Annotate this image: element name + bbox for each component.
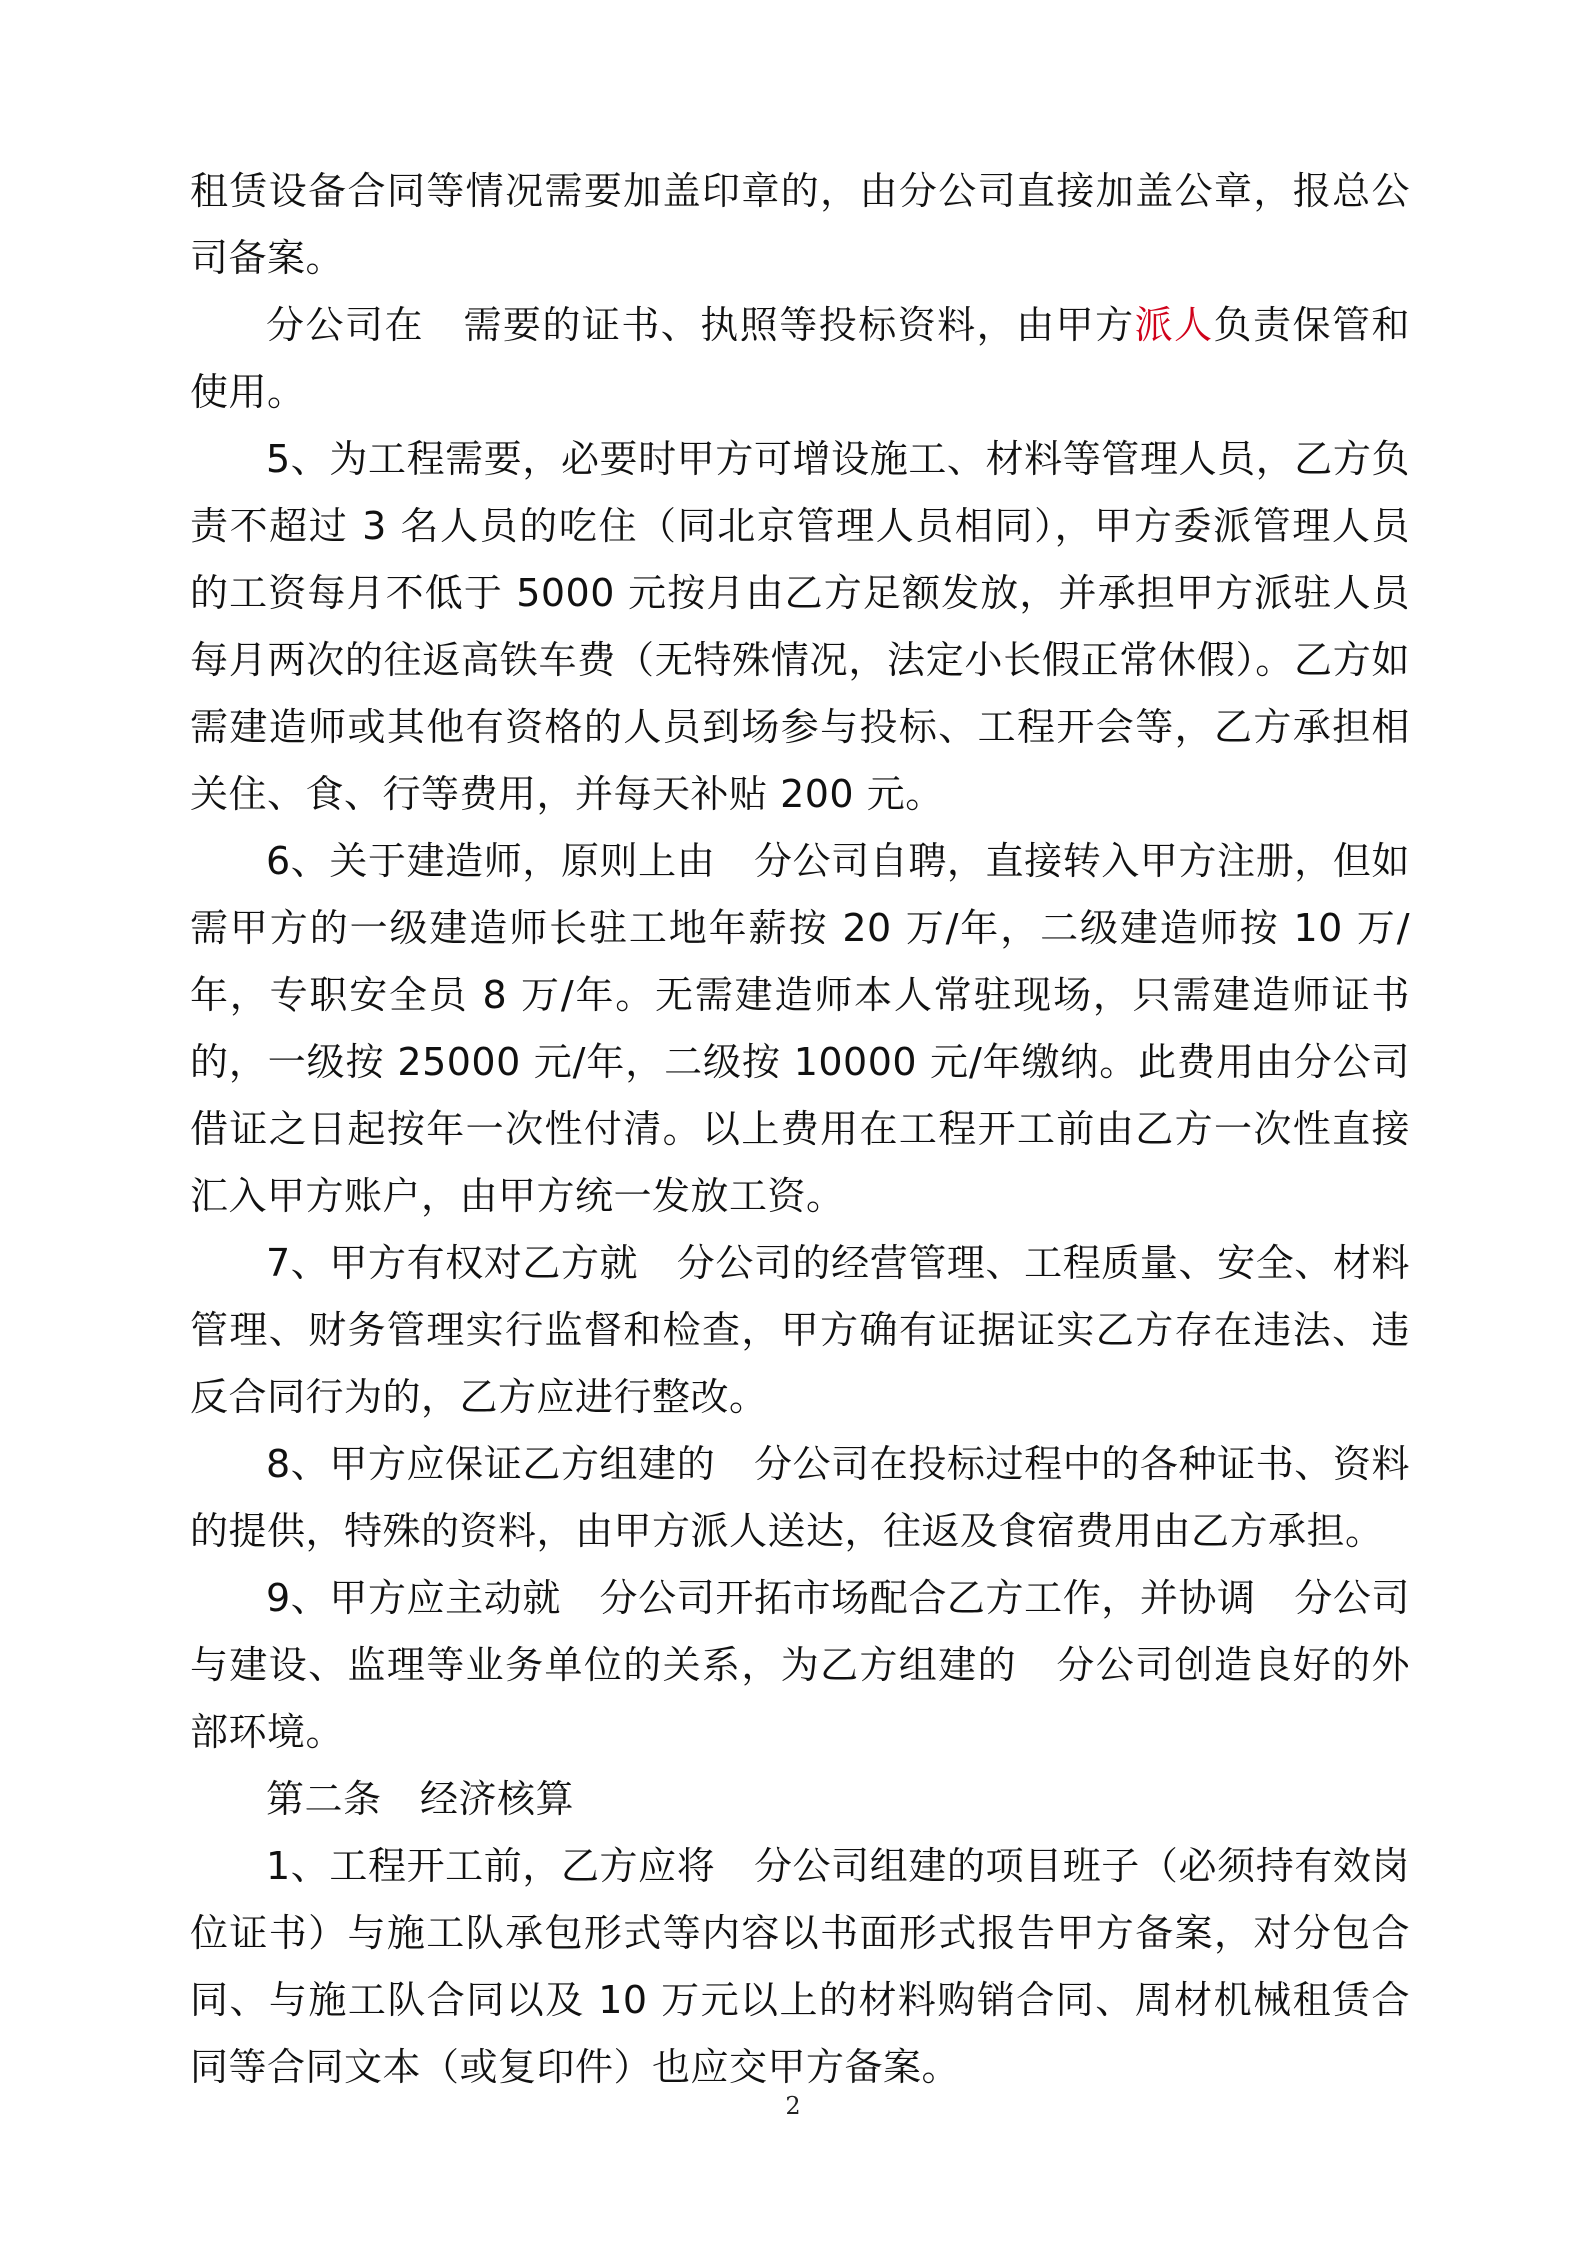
- section-heading-article-2: [190, 1766, 1410, 1833]
- paragraph-bidding-materials: [190, 292, 1410, 426]
- paragraph-text: 6、关于建造师，原则上由 分公司自聘，直接转入甲方注册，但如需甲方的一级建造师长驻工地年薪按 20 万/年，二级建造师按 10 万/年，专职安全员 8 万/年。无需建造师本人常驻现场，只需建造师证书的，一级按 25000 元/年，二级按 10000 元/年缴纳。此费用由分公司借证之日起按年一次性付清。以上费用在工程开工前由乙方一次性直接汇入甲方账户，由甲方统一发放工资。: [190, 839, 1410, 1218]
- paragraph-text: 5、为工程需要，必要时甲方可增设施工、材料等管理人员，乙方负责不超过 3 名人员的吃住（同北京管理人员相同），甲方委派管理人员的工资每月不低于 5000 元按月由乙方足额发放，并承担甲方派驻人员每月两次的往返高铁车费（无特殊情况，法定小长假正常休假）。乙方如需建造师或其他有资格的人员到场参与投标、工程开会等，乙方承担相关住、食、行等费用，并每天补贴 200 元。: [190, 437, 1410, 816]
- page-number: 2: [785, 2092, 801, 2120]
- clause-9: [190, 1565, 1410, 1766]
- paragraph-text-after: 负责保管和使用。: [190, 303, 1410, 414]
- paragraph-text: 9、甲方应主动就 分公司开拓市场配合乙方工作，并协调 分公司与建设、监理等业务单位的关系，为乙方组建的 分公司创造良好的外部环境。: [190, 1576, 1410, 1754]
- clause-7: [190, 1230, 1410, 1431]
- clause-8: [190, 1431, 1410, 1565]
- section-heading-text: 第二条 经济核算: [266, 1777, 575, 1821]
- paragraph-text: 1、工程开工前，乙方应将 分公司组建的项目班子（必须持有效岗位证书）与施工队承包形式等内容以书面形式报告甲方备案，对分包合同、与施工队合同以及 10 万元以上的材料购销合同、周材机械租赁合同等合同文本（或复印件）也应交甲方备案。: [190, 1844, 1410, 2089]
- paragraph-text: 8、甲方应保证乙方组建的 分公司在投标过程中的各种证书、资料的提供，特殊的资料，由甲方派人送达，往返及食宿费用由乙方承担。: [190, 1442, 1410, 1553]
- paragraph-lease-seal: [190, 158, 1410, 292]
- article-2-clause-1: [190, 1833, 1410, 2101]
- paragraph-text: 7、甲方有权对乙方就 分公司的经营管理、工程质量、安全、材料管理、财务管理实行监督和检查，甲方确有证据证实乙方存在违法、违反合同行为的，乙方应进行整改。: [190, 1241, 1410, 1419]
- highlighted-text: 派人: [1134, 303, 1214, 347]
- paragraph-text: 租赁设备合同等情况需要加盖印章的，由分公司直接加盖公章，报总公司备案。: [190, 169, 1410, 280]
- document-body: [190, 158, 1410, 2101]
- clause-5: [190, 426, 1410, 828]
- paragraph-text-before: 分公司在 需要的证书、执照等投标资料，由甲方: [266, 303, 1135, 347]
- clause-6: [190, 828, 1410, 1230]
